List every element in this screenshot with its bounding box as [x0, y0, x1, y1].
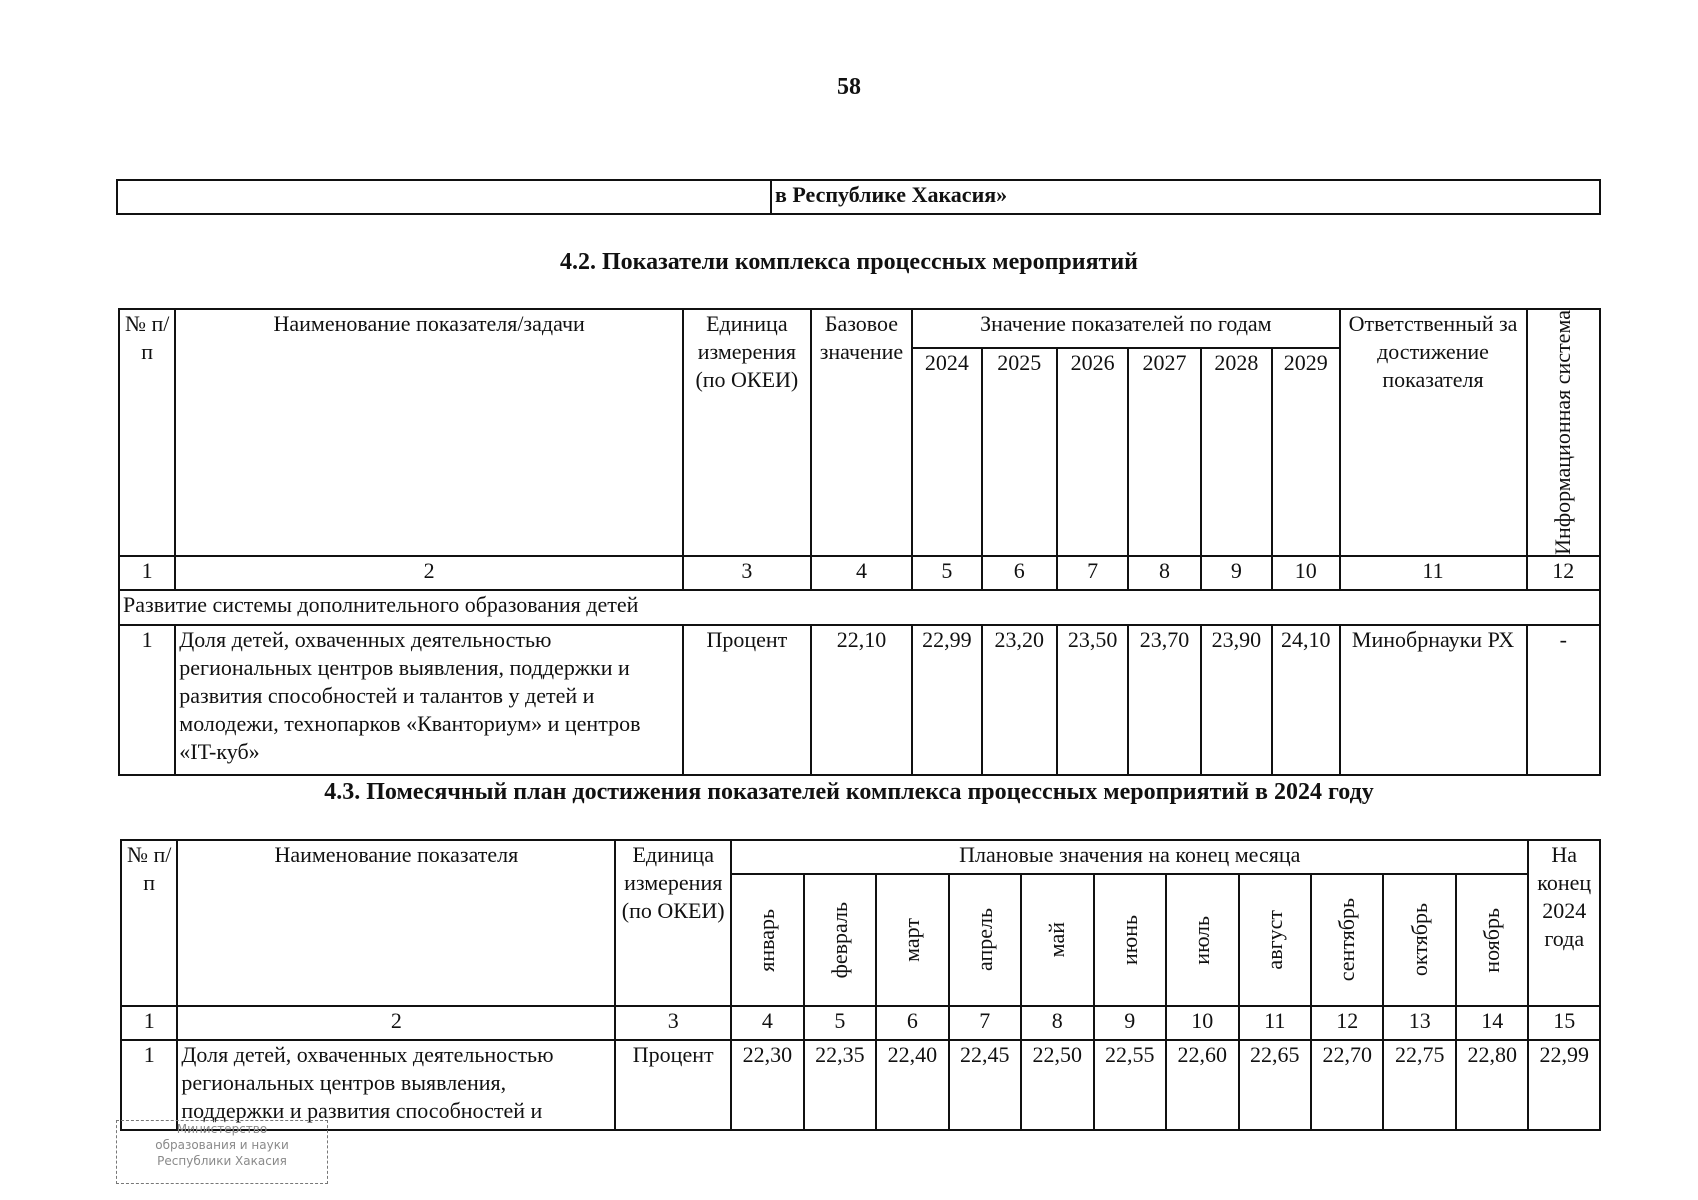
t1-row-name: Доля детей, охваченных деятельностью региональных центров выявления, поддержки и развития способностей и талантов у детей и молодежи, технопарков «Кванториум» и центров «IT-куб»: [175, 625, 683, 775]
t1-column-number: 10: [1272, 556, 1339, 590]
t2-header-months-group: Плановые значения на конец месяца: [731, 840, 1528, 874]
t2-month-header: [804, 874, 876, 1006]
t2-row-num: 1: [121, 1040, 177, 1130]
t1-row-info-system: -: [1527, 625, 1600, 775]
t2-month-label: апрель: [971, 908, 997, 972]
t2-month-header: [1239, 874, 1311, 1006]
t2-month-label: январь: [754, 908, 780, 972]
t2-row-month-value: 22,50: [1021, 1040, 1093, 1130]
t1-year-header: 2024: [912, 348, 981, 556]
t2-month-header: [1311, 874, 1383, 1006]
t2-column-number: 14: [1456, 1006, 1529, 1040]
approval-stamp: [116, 1120, 328, 1184]
t2-column-number: 4: [731, 1006, 803, 1040]
t2-month-header: [731, 874, 803, 1006]
t1-row-year-value: 23,20: [982, 625, 1057, 775]
t1-row-year-value: 23,70: [1128, 625, 1200, 775]
t1-header-years-group: Значение показателей по годам: [912, 309, 1339, 348]
t2-column-number: 3: [615, 1006, 731, 1040]
previous-table-fragment: [116, 179, 1601, 215]
t1-year-header: 2027: [1128, 348, 1200, 556]
t2-row-month-value: 22,60: [1166, 1040, 1238, 1130]
t1-row-base: 22,10: [811, 625, 913, 775]
t2-column-number: 5: [804, 1006, 876, 1040]
t2-row-month-value: 22,40: [876, 1040, 948, 1130]
t1-year-header: 2026: [1057, 348, 1128, 556]
monthly-plan-table: [120, 839, 1601, 1131]
indicators-table: [118, 308, 1601, 776]
t2-month-header: [1383, 874, 1455, 1006]
t2-header-year-end: На конец 2024 года: [1528, 840, 1600, 1006]
t2-column-number: 1: [121, 1006, 177, 1040]
t2-month-header: [1021, 874, 1093, 1006]
t1-column-number: 7: [1057, 556, 1128, 590]
t1-column-number: 2: [175, 556, 683, 590]
t2-row-month-value: 22,35: [804, 1040, 876, 1130]
t2-month-label: сентябрь: [1334, 898, 1360, 982]
t1-column-number: 6: [982, 556, 1057, 590]
t2-column-number: 2: [177, 1006, 615, 1040]
t1-header-info-system: [1527, 309, 1600, 556]
t1-row-year-value: 24,10: [1272, 625, 1339, 775]
t1-column-number: 3: [683, 556, 811, 590]
t2-column-number: 6: [876, 1006, 948, 1040]
t2-column-number: 7: [949, 1006, 1021, 1040]
t2-column-number: 15: [1528, 1006, 1600, 1040]
t2-month-label: май: [1044, 922, 1070, 958]
t2-row-name: Доля детей, охваченных деятельностью региональных центров выявления, поддержки и развития способностей и: [177, 1040, 615, 1130]
t2-month-label: октябрь: [1406, 903, 1432, 977]
stamp-line: Министерство: [176, 1122, 268, 1136]
t2-row-month-value: 22,65: [1239, 1040, 1311, 1130]
t1-row-unit: Процент: [683, 625, 811, 775]
t1-year-header: 2028: [1201, 348, 1272, 556]
t2-month-label: июль: [1189, 915, 1215, 965]
t2-row-unit: Процент: [615, 1040, 731, 1130]
t1-row-year-value: 23,50: [1057, 625, 1128, 775]
t2-row-month-value: 22,30: [731, 1040, 803, 1130]
t2-column-number: 13: [1383, 1006, 1455, 1040]
t1-row-year-value: 23,90: [1201, 625, 1272, 775]
t1-year-header: 2025: [982, 348, 1057, 556]
previous-table-text: в Республике Хакасия»: [771, 180, 1600, 214]
t2-month-header: [1166, 874, 1238, 1006]
t1-header-info-system-label: Информационная система: [1550, 310, 1576, 555]
t2-month-label: июнь: [1116, 914, 1142, 965]
t1-year-header: 2029: [1272, 348, 1339, 556]
t2-column-number: 10: [1166, 1006, 1238, 1040]
t1-column-number: 1: [119, 556, 175, 590]
t2-column-number: 11: [1239, 1006, 1311, 1040]
t1-column-number: 5: [912, 556, 981, 590]
section-43-title: 4.3. Помесячный план достижения показателей комплекса процессных мероприятий в 2024 году: [324, 779, 1374, 805]
t2-row-month-value: 22,80: [1456, 1040, 1529, 1130]
t2-row-month-value: 22,45: [949, 1040, 1021, 1130]
t2-header-num: № п/п: [121, 840, 177, 1006]
previous-table-empty-cell: [117, 180, 771, 214]
t2-row-year-end: 22,99: [1528, 1040, 1600, 1130]
t1-header-name: Наименование показателя/задачи: [175, 309, 683, 556]
t2-row-month-value: 22,75: [1383, 1040, 1455, 1130]
t1-group-title: Развитие системы дополнительного образования детей: [119, 590, 1600, 625]
t2-month-label: август: [1261, 910, 1287, 970]
t2-month-header: [1456, 874, 1529, 1006]
t1-header-num: № п/п: [119, 309, 175, 556]
t1-header-base: Базовое значение: [811, 309, 913, 556]
t2-row-month-value: 22,55: [1094, 1040, 1166, 1130]
t1-column-number: 12: [1527, 556, 1600, 590]
t2-month-label: март: [899, 918, 925, 962]
t1-header-unit: Единица измерения (по ОКЕИ): [683, 309, 811, 556]
t2-month-label: февраль: [826, 901, 852, 979]
stamp-line: образования и науки: [155, 1138, 289, 1152]
t2-column-number: 8: [1021, 1006, 1093, 1040]
t2-column-number: 9: [1094, 1006, 1166, 1040]
t2-month-header: [876, 874, 948, 1006]
t1-column-number: 4: [811, 556, 913, 590]
section-42-title: 4.2. Показатели комплекса процессных мероприятий: [559, 249, 1138, 275]
t2-header-name: Наименование показателя: [177, 840, 615, 1006]
t1-row-year-value: 22,99: [912, 625, 981, 775]
t1-row-responsible: Минобрнауки РХ: [1340, 625, 1527, 775]
t2-month-label: ноябрь: [1479, 907, 1505, 973]
t2-month-header: [949, 874, 1021, 1006]
t1-row-num: 1: [119, 625, 175, 775]
t1-header-responsible: Ответственный за достижение показателя: [1340, 309, 1527, 556]
t2-header-unit: Единица измерения (по ОКЕИ): [615, 840, 731, 1006]
stamp-line: Республики Хакасия: [157, 1154, 287, 1168]
t1-column-number: 9: [1201, 556, 1272, 590]
t2-column-number: 12: [1311, 1006, 1383, 1040]
t2-row-month-value: 22,70: [1311, 1040, 1383, 1130]
t2-month-header: [1094, 874, 1166, 1006]
t1-column-number: 11: [1340, 556, 1527, 590]
t1-column-number: 8: [1128, 556, 1200, 590]
page-number: 58: [837, 74, 861, 100]
